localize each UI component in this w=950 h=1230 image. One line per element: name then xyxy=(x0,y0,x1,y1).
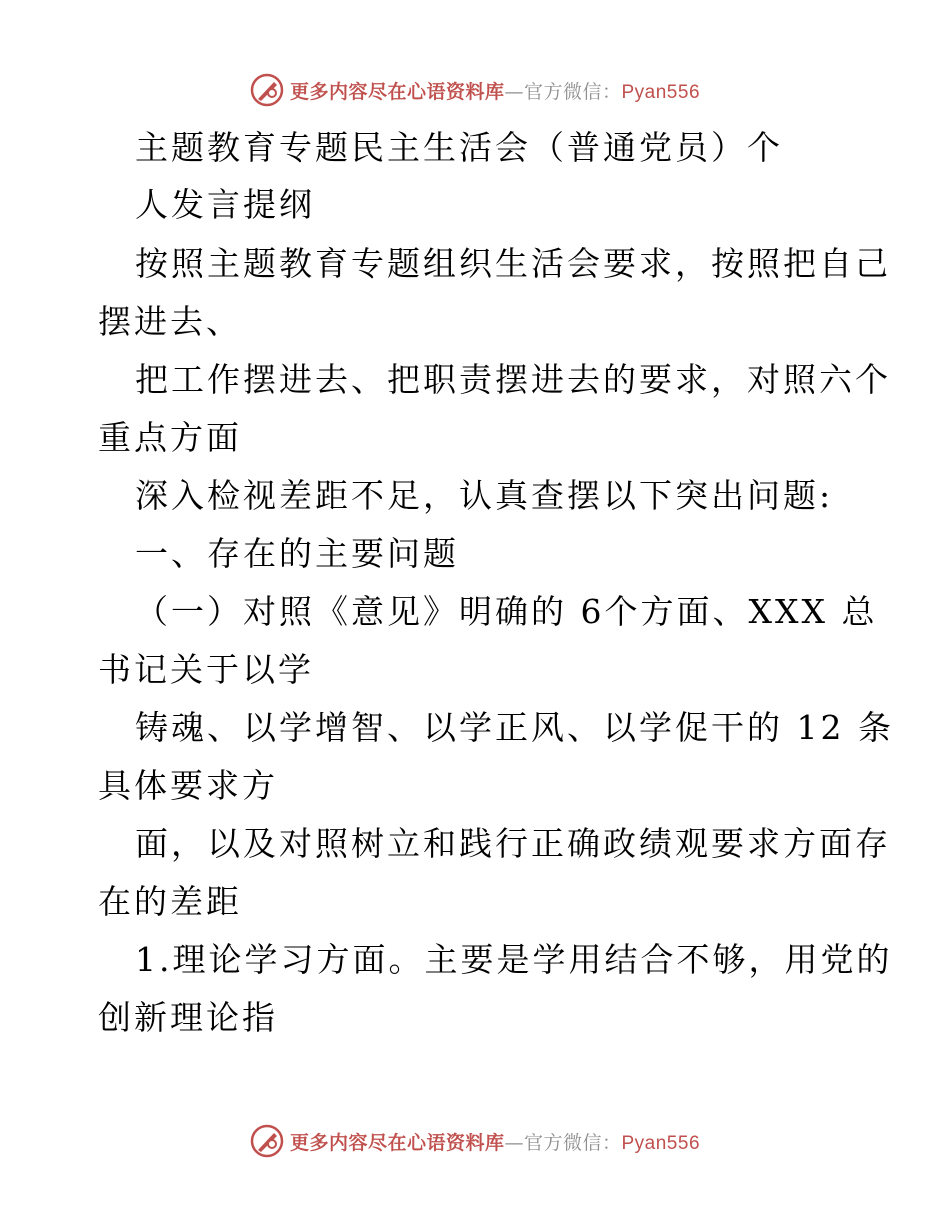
watermark-wechat-id: Pyan556 xyxy=(621,1132,701,1154)
quill-pen-logo-icon xyxy=(250,73,284,107)
document-line: 把工作摆进去、把职责摆进去的要求，对照六个 xyxy=(135,360,891,399)
document-line: 主题教育专题民主生活会（普通党员）个 xyxy=(135,128,783,167)
watermark-text xyxy=(290,77,700,104)
document-line: 铸魂、以学增智、以学正风、以学促干的 12 条 xyxy=(135,708,894,747)
watermark-separator: —官方微信： xyxy=(504,80,622,103)
document-line: 重点方面 xyxy=(98,418,242,457)
document-line: 摆进去、 xyxy=(98,302,242,341)
document-line: 1.理论学习方面。主要是学用结合不够，用党的 xyxy=(135,940,893,979)
watermark-text xyxy=(290,1128,700,1155)
document-line: 创新理论指 xyxy=(98,998,278,1037)
watermark-brand: 更多内容尽在心语资料库 xyxy=(289,80,505,103)
watermark-brand: 更多内容尽在心语资料库 xyxy=(289,1131,505,1154)
document-line: （一）对照《意见》明确的 6个方面、XXX 总 xyxy=(135,592,878,631)
document-line: 一、存在的主要问题 xyxy=(135,534,459,573)
watermark-wechat-id: Pyan556 xyxy=(621,81,701,103)
document-line: 书记关于以学 xyxy=(98,650,314,689)
document-line: 人发言提纲 xyxy=(135,185,315,224)
header-watermark xyxy=(0,70,950,110)
document-line: 深入检视差距不足，认真查摆以下突出问题: xyxy=(135,476,834,515)
document-line: 具体要求方 xyxy=(98,766,278,805)
quill-pen-logo-icon xyxy=(250,1124,284,1158)
footer-watermark xyxy=(0,1121,950,1161)
document-line: 面，以及对照树立和践行正确政绩观要求方面存 xyxy=(135,824,891,863)
watermark-separator: —官方微信： xyxy=(504,1131,622,1154)
document-line: 在的差距 xyxy=(98,882,242,921)
document-line: 按照主题教育专题组织生活会要求，按照把自己 xyxy=(135,244,891,283)
